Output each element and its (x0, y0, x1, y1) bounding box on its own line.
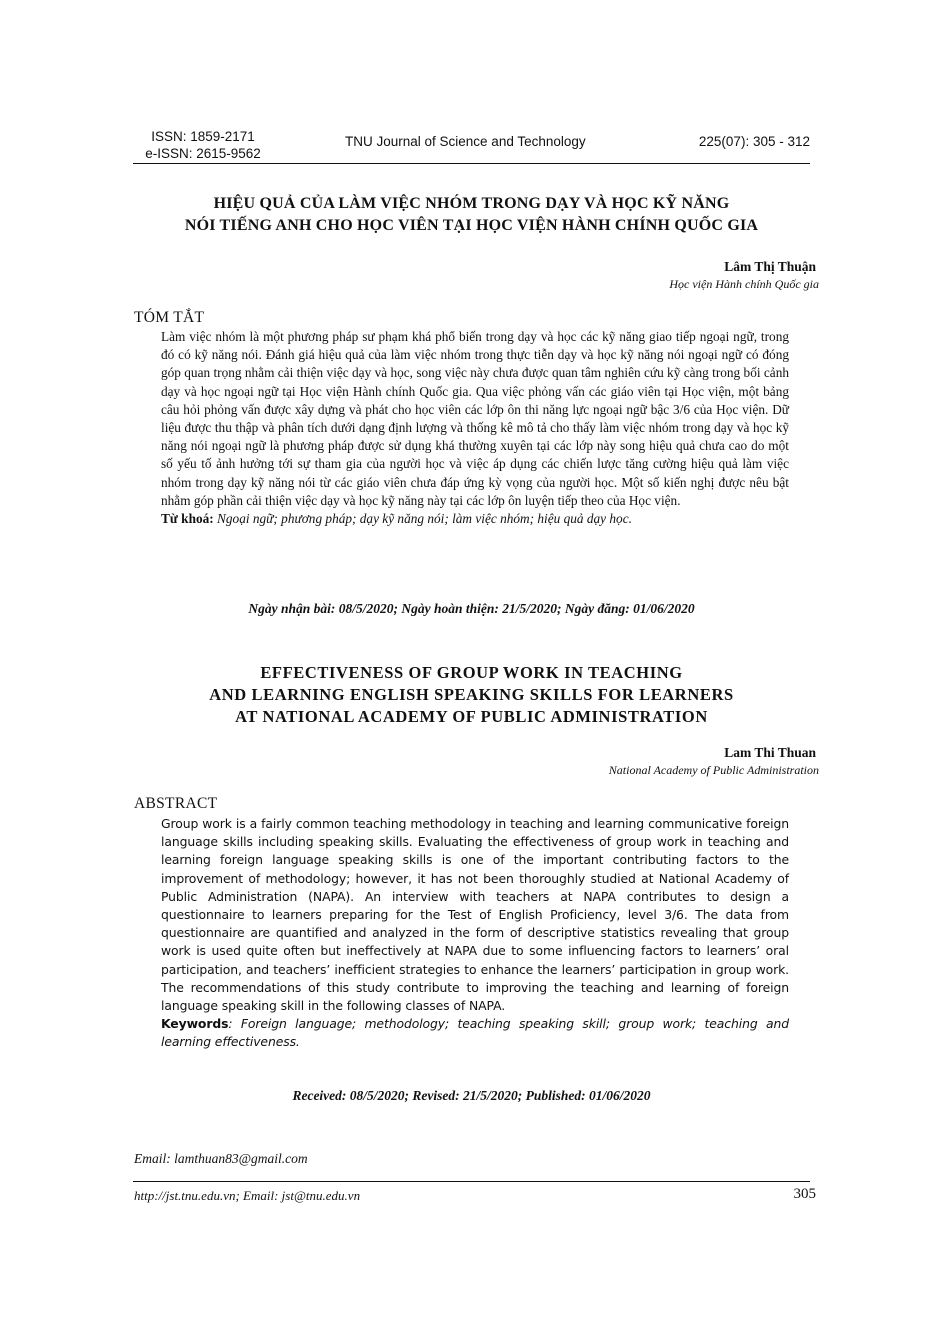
en-keywords-label: Keywords (161, 1016, 229, 1032)
vi-keywords-label: Từ khoá: (161, 511, 214, 527)
en-title-line-3: AT NATIONAL ACADEMY OF PUBLIC ADMINISTRATION (235, 707, 708, 726)
journal-name: TNU Journal of Science and Technology (345, 134, 586, 149)
vi-affiliation: Học viện Hành chính Quốc gia (669, 277, 819, 291)
vi-title-line-2: NÓI TIẾNG ANH CHO HỌC VIÊN TẠI HỌC VIỆN HÀNH CHÍNH QUỐC GIA (184, 217, 759, 234)
vi-keywords (161, 510, 789, 528)
en-title-line-2: AND LEARNING ENGLISH SPEAKING SKILLS FOR LEARNERS (209, 685, 734, 704)
footer-links[interactable]: http://jst.tnu.edu.vn; Email: jst@tnu.edu.vn (134, 1188, 361, 1203)
issn-block (118, 128, 288, 162)
en-dates: Received: 08/5/2020; Revised: 21/5/2020; Published: 01/06/2020 (292, 1088, 651, 1103)
en-abstract (161, 815, 789, 1052)
footer-divider (133, 1181, 810, 1182)
en-keywords-value: : Foreign language; methodology; teaching speaking skill; group work; teaching and learning effectiveness. (161, 1016, 789, 1050)
issn: ISSN: 1859-2171 (151, 129, 255, 144)
vi-title (100, 193, 843, 237)
header-divider (133, 163, 810, 164)
vi-author: Lâm Thị Thuận (724, 259, 816, 274)
en-affiliation: National Academy of Public Administration (608, 763, 819, 777)
en-abstract-heading: ABSTRACT (134, 795, 218, 812)
vi-keywords-value: Ngoại ngữ; phương pháp; dạy kỹ năng nói; làm việc nhóm; hiệu quả dạy học. (217, 511, 632, 527)
vi-abstract-text: Làm việc nhóm là một phương pháp sư phạm khá phổ biến trong dạy và học các kỹ năng giao tiếp ngoại ngữ, trong đó có kỹ năng nói. Đánh giá hiệu quả của làm việc nhóm trong thực tiễn dạy và học kỹ năng nói ngoại ngữ có đóng góp quan trọng nhằm cải thiện việc dạy và học, song việc này chưa được quan tâm nghiên cứu kỹ càng trong bối cảnh dạy và học ngoại ngữ tại Học viện Hành chính Quốc gia. Qua việc phỏng vấn các giáo viên tại Học viện, một bảng câu hỏi phỏng vấn được xây dựng và phát cho học viên các lớp ôn thi năng lực ngoại ngữ bậc 3/6 của Học viện. Dữ liệu được thu thập và phân tích dưới dạng định lượng và thống kê mô tả cho thấy làm việc nhóm trong dạy và học kỹ năng nói ngoại ngữ là phương pháp được sử dụng khá thường xuyên tại các lớp này song hiệu quả chưa cao do một số yếu tố ảnh hưởng tới sự tham gia của người học và việc áp dụng các chiến lược tăng cường hiệu quả làm việc nhóm trong dạy kỹ năng nói từ các giáo viên chưa đáp ứng kỳ vọng của người học. Một số kiến nghị được nêu bật nhằm góp phần cải thiện việc dạy và học kỹ năng này tại các lớp ôn luyện tiếp theo của Học viện. (161, 329, 789, 508)
en-author: Lam Thi Thuan (724, 745, 816, 760)
vi-dates: Ngày nhận bài: 08/5/2020; Ngày hoàn thiện: 21/5/2020; Ngày đăng: 01/06/2020 (248, 601, 695, 616)
vi-abstract (161, 328, 789, 528)
vi-title-line-1: HIỆU QUẢ CỦA LÀM VIỆC NHÓM TRONG DẠY VÀ HỌC KỸ NĂNG (213, 195, 730, 212)
page-number: 305 (793, 1186, 816, 1202)
en-title (100, 662, 843, 728)
en-title-line-1: EFFECTIVENESS OF GROUP WORK IN TEACHING (260, 663, 683, 682)
vi-abstract-heading: TÓM TẮT (134, 309, 205, 326)
author-email: Email: lamthuan83@gmail.com (134, 1151, 308, 1166)
en-keywords (161, 1015, 789, 1051)
volume-pages: 225(07): 305 - 312 (698, 134, 810, 149)
e-issn: e-ISSN: 2615-9562 (145, 146, 261, 161)
en-abstract-text: Group work is a fairly common teaching methodology in teaching and learning communicative foreign language skills including speaking skills. Evaluating the effectiveness of group work in teaching and learning foreign language speaking skills is one of the important contributing factors to the improvement of methodology; however, it has not been thoroughly studied at National Academy of Public Administration (NAPA). An interview with teachers at NAPA contributes to design a questionnaire to learners preparing for the Test of English Proficiency, level 3/6. The data from questionnaire are quantified and analyzed in the form of descriptive statistics revealing that group work is used quite often but ineffectively at NAPA due to some influencing factors to learners’ oral participation, and teachers’ inefficient strategies to enhance the learners’ participation in group work. The recommendations of this study contribute to improving the teaching and learning of foreign language speaking skill in the following classes of NAPA. (161, 816, 789, 1014)
